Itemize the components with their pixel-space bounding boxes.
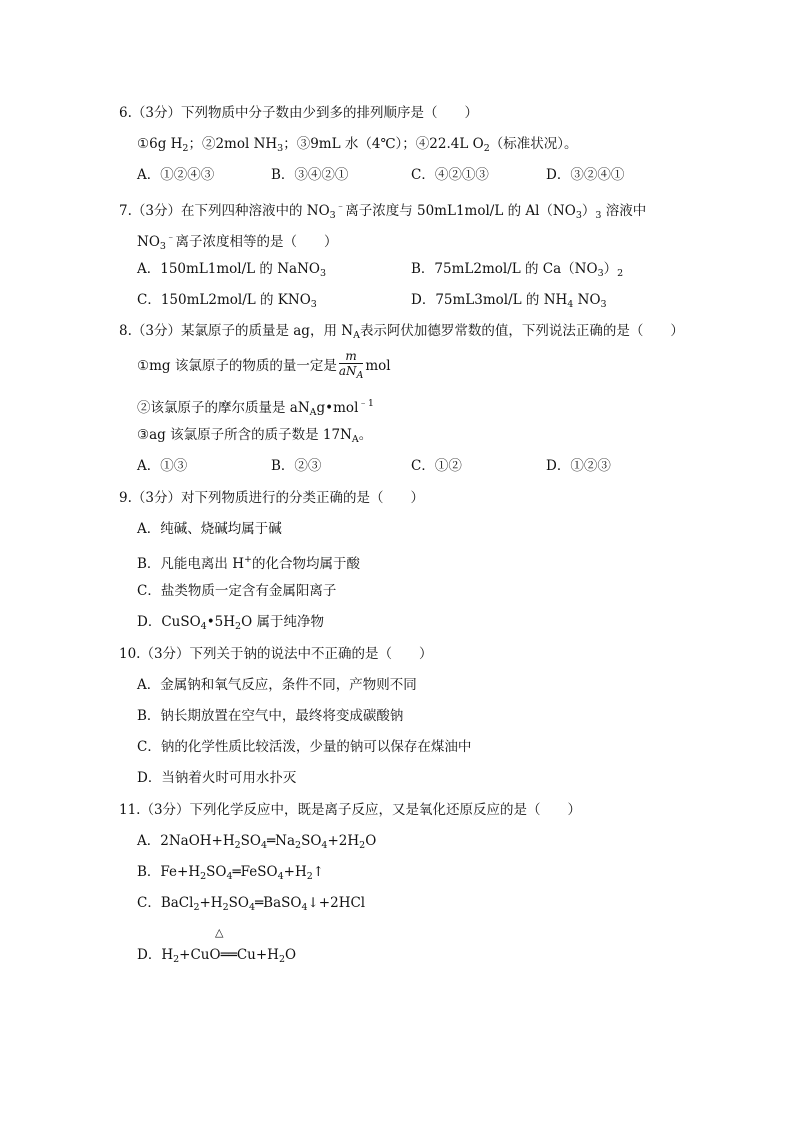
question-7-option-d[interactable]: D．75mL3mol/L 的 $NH_4$ $NO_3$ <box>411 292 607 310</box>
question-8-statement-2: ②该氯原子的摩尔质量是 $aN_Ag•mol^{﹣1}$ <box>137 398 374 418</box>
question-11-option-a[interactable]: A．$2NaOH+H_2SO_4═Na_2SO_4+2H_2O$ <box>137 833 377 851</box>
question-11-option-c[interactable]: C．$BaCl_2+H_2SO_4═BaSO_4↓+2HCl$ <box>137 895 366 913</box>
question-10-option-d[interactable]: D．当钠着火时可用水扑灭 <box>137 770 297 786</box>
question-6-option-a[interactable]: A．①②④③ <box>137 167 215 183</box>
question-10-stem: 10.（3分）下列关于钠的说法中不正确的是（ ） <box>119 646 433 662</box>
question-9-option-a[interactable]: A．纯碱、烧碱均属于碱 <box>137 521 282 537</box>
question-8-statement-3: ③ag 该氯原子所含的质子数是 $17N_A$。 <box>137 427 373 445</box>
question-9-option-d[interactable]: D．$CuSO_4•5H_2O$ 属于纯净物 <box>137 614 324 632</box>
question-9-option-c[interactable]: C．盐类物质一定含有金属阳离子 <box>137 583 337 599</box>
question-11-option-d[interactable]: D．$H_2+CuO══Cu+H_2O$ <box>137 947 297 965</box>
question-8-option-b[interactable]: B．②③ <box>271 458 322 474</box>
question-10-option-c[interactable]: C．钠的化学性质比较活泼，少量的钠可以保存在煤油中 <box>137 739 472 755</box>
question-7-option-c[interactable]: C．150mL2mol/L 的 $KNO_3$ <box>137 292 317 310</box>
question-6-stem: 6.（3分）下列物质中分子数由少到多的排列顺序是（ ） <box>119 105 478 121</box>
question-7-option-b[interactable]: B．75mL2mol/L 的 $Ca(NO_3)_2$ <box>411 261 624 279</box>
question-10-option-a[interactable]: A．金属钠和氧气反应，条件不同，产物则不同 <box>137 677 417 693</box>
question-9-option-b[interactable]: B．凡能电离出 H+的化合物均属于酸 <box>137 554 360 572</box>
question-6-option-c[interactable]: C．④②①③ <box>411 167 489 183</box>
question-6-items: ①6g $H_2$；②2mol $NH_3$；③9mL 水（4℃）；④22.4L $O_2$（标准状况）。 <box>137 136 578 154</box>
question-7-option-a[interactable]: A．150mL1mol/L 的 NaNO$_3$ <box>137 261 327 279</box>
question-7-stem-line2: $NO_3^﹣$离子浓度相等的是（ ） <box>137 232 338 252</box>
question-8-option-c[interactable]: C．①② <box>411 458 462 474</box>
question-10-option-b[interactable]: B．钠长期放置在空气中，最终将变成碳酸钠 <box>137 708 404 724</box>
question-6-option-d[interactable]: D．③②④① <box>546 167 625 183</box>
question-8-statement-1: ①mg 该氯原子的物质的量一定是 $\frac{m}{aN_A}$ mol <box>137 349 391 381</box>
question-8-option-d[interactable]: D．①②③ <box>546 458 611 474</box>
question-11-stem: 11.（3分）下列化学反应中，既是离子反应，又是氧化还原反应的是（ ） <box>119 802 582 818</box>
question-8-stem: 8.（3分）某氯原子的质量是 ag，用 $N_A$表示阿伏加德罗常数的值，下列说法正确的是（ ） <box>119 323 684 341</box>
question-9-stem: 9.（3分）对下列物质进行的分类正确的是（ ） <box>119 490 424 506</box>
question-11-option-b[interactable]: B．$Fe+H_2SO_4═FeSO_4+H_2↑$ <box>137 864 325 882</box>
question-7-stem-line1: 7.（3分）在下列四种溶液中的 $NO_3^﹣$离子浓度与 50mL1mol/L 的 $Al(NO_3)_3$ 溶液中 <box>119 201 647 221</box>
question-8-option-a[interactable]: A．①③ <box>137 458 188 474</box>
fraction-m-over-aNA: $\frac{m}{aN_A}$ <box>338 349 364 381</box>
question-6-option-b[interactable]: B．③④②① <box>271 167 349 183</box>
heating-delta-symbol: △ <box>215 926 224 939</box>
